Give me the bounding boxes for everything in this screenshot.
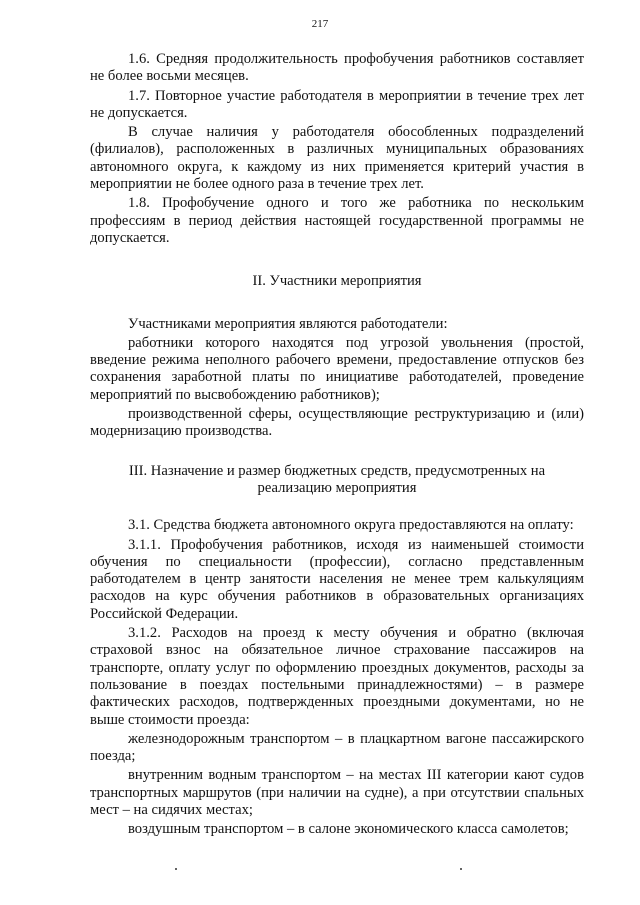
scan-dot-right [460, 868, 462, 870]
section-2-intro: Участниками мероприятия являются работодатели: [128, 315, 448, 332]
paragraph-1-8: 1.8. Профобучение одного и того же работника по нескольким профессиям в период действия настоящей государственной программы не допускается. [90, 195, 584, 246]
section-2-item-1: работники которого находятся под угрозой увольнения (простой, введение режима неполного рабочего времени, предоставление отпусков без сохранения заработной платы по инициативе работодателей, проведение мероприятий по высвобождению работников); [90, 334, 584, 403]
section-2-heading: II. Участники мероприятия [252, 273, 422, 290]
paragraph-air: воздушным транспортом – в салоне экономического класса самолетов; [128, 821, 569, 838]
paragraph-rail: железнодорожным транспортом – в плацкартном вагоне пассажирского поезда; [90, 730, 584, 765]
paragraph-branches: В случае наличия у работодателя обособленных подразделений (филиалов), расположенных в различных муниципальных образованиях автономного округа, к каждому из них применяется критерий участия в мероприятии не более одного раза в течение трех лет. [90, 124, 584, 193]
paragraph-3-1: 3.1. Средства бюджета автономного округа предоставляются на оплату: [128, 517, 574, 534]
paragraph-1-7: 1.7. Повторное участие работодателя в мероприятии в течение трех лет не допускается. [90, 87, 584, 121]
section-3-heading [90, 463, 584, 498]
document-body [90, 51, 584, 839]
paragraph-3-1-1: 3.1.1. Профобучения работников, исходя из наименьшей стоимости обучения по специальности (профессии), согласно представленным работодателем в центр занятости населения не менее трем калькуляциям расходов на курс обучения работников в образовательных организациях Российской Федерации. [90, 536, 584, 622]
section-2-item-2: производственной сферы, осуществляющие реструктуризацию и (или) модернизацию производства. [90, 406, 584, 440]
paragraph-3-1-2: 3.1.2. Расходов на проезд к месту обучения и обратно (включая страховой взнос на обязательное личное страхование пассажиров на транспорте, оплату услуг по оформлению проездных документов, расходы за пользование в поездах постельными принадлежностями) – в размере фактических расходов, подтвержденных проездными документами, но не выше стоимости проезда: [90, 625, 584, 728]
scan-dot-left [175, 868, 177, 870]
paragraph-water: внутренним водным транспортом – на местах III категории кают судов транспортных маршрутов (при наличии на судне), а при отсутствии спальных мест – на сидячих местах; [90, 767, 584, 818]
section-3-heading-line1: III. Назначение и размер бюджетных средств, предусмотренных на [128, 462, 546, 479]
paragraph-1-6: 1.6. Средняя продолжительность профобучения работников составляет не более восьми месяцев. [90, 51, 584, 85]
section-3-heading-line2: реализацию мероприятия [257, 479, 417, 496]
page-number: 217 [311, 18, 329, 30]
